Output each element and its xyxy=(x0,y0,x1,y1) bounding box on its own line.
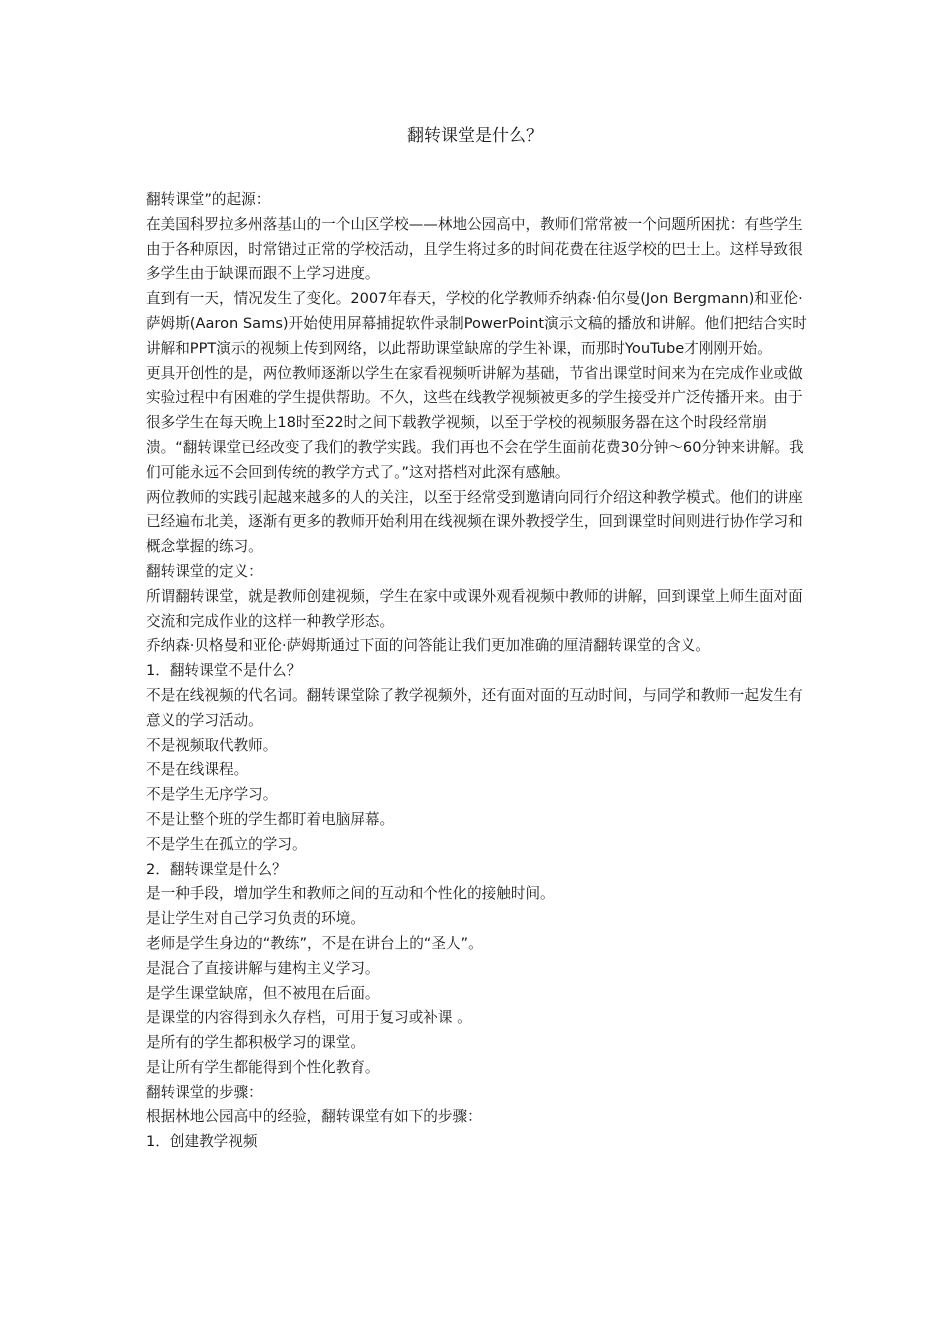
paragraph: 翻转课堂”的起源： xyxy=(146,191,271,208)
list-item: 是学生课堂缺席，但不被甩在后面。 xyxy=(146,984,380,1002)
list-item: 不是学生无序学习。 xyxy=(146,786,278,804)
list-item: 是混合了直接讲解与建构主义学习。 xyxy=(146,959,380,977)
paragraph: 直到有一天，情况发生了变化。2007年春天，学校的化学教师乔纳森·伯尔曼(Jon Bergmann)和亚伦·萨姆斯(Aaron Sams)开始使用屏幕捕捉软件录制PowerPoint演示文稿的播放和讲解。他们把结合实时讲解和PPT演示的视频上传到网络，以此帮助课堂缺席的学生补课，而那时YouTube才刚刚开始。 xyxy=(146,290,807,357)
list-heading: 1．创建教学视频 xyxy=(146,1133,258,1151)
list-item: 老师是学生身边的“教练”，不是在讲台上的“圣人”。 xyxy=(146,934,483,952)
list-item: 不是视频取代教师。 xyxy=(146,736,278,754)
list-item: 是让所有学生都能得到个性化教育。 xyxy=(146,1058,380,1076)
list-item: 是一种手段，增加学生和教师之间的互动和个性化的接触时间。 xyxy=(146,885,555,903)
list-item: 是所有的学生都积极学习的课堂。 xyxy=(146,1034,365,1052)
list-item: 是课堂的内容得到永久存档，可用于复习或补课 。 xyxy=(146,1009,472,1027)
paragraph: 乔纳森·贝格曼和亚伦·萨姆斯通过下面的问答能让我们更加准确的厘清翻转课堂的含义。 xyxy=(146,637,710,655)
paragraph: 所谓翻转课堂，就是教师创建视频，学生在家中或课外观看视频中教师的讲解，回到课堂上师生面对面交流和完成作业的这样一种教学形态。 xyxy=(146,587,803,630)
list-item: 不是让整个班的学生都盯着电脑屏幕。 xyxy=(146,810,395,828)
list-item: 不是学生在孤立的学习。 xyxy=(146,835,307,853)
paragraph: 在美国科罗拉多州落基山的一个山区学校——林地公园高中，教师们常常被一个问题所困扰：有些学生由于各种原因，时常错过正常的学校活动，且学生将过多的时间花费在往返学校的巴士上。这样导致很多学生由于缺课而跟不上学习进度。 xyxy=(146,215,803,283)
list-heading: 2．翻转课堂是什么？ xyxy=(146,860,287,878)
list-item: 不是在线课程。 xyxy=(146,761,249,779)
document-title: 翻转课堂是什么？ xyxy=(407,126,543,146)
paragraph: 更具开创性的是，两位教师逐渐以学生在家看视频听讲解为基础，节省出课堂时间来为在完成作业或做实验过程中有困难的学生提供帮助。不久，这些在线教学视频被更多的学生接受并广泛传播开来。由于很多学生在每天晚上18时至22时之间下载教学视频，以至于学校的视频服务器在这个时段经常崩溃。“翻转课堂已经改变了我们的教学实践。我们再也不会在学生面前花费30分钟～60分钟来讲解。我们可能永远不会回到传统的教学方式了。”这对搭档对此深有感触。 xyxy=(146,364,804,481)
section-heading: 翻转课堂的定义： xyxy=(146,562,263,580)
document-body xyxy=(146,188,810,1155)
paragraph: 根据林地公园高中的经验，翻转课堂有如下的步骤： xyxy=(146,1108,482,1126)
list-item: 不是在线视频的代名词。翻转课堂除了教学视频外，还有面对面的互动时间，与同学和教师一起发生有意义的学习活动。 xyxy=(146,686,803,729)
list-heading: 1．翻转课堂不是什么？ xyxy=(146,662,302,680)
paragraph: 两位教师的实践引起越来越多的人的关注，以至于经常受到邀请向同行介绍这种教学模式。他们的讲座已经遍布北美，逐渐有更多的教师开始利用在线视频在课外教授学生，回到课堂时间则进行协作学习和概念掌握的练习。 xyxy=(146,488,803,556)
section-heading: 翻转课堂的步骤： xyxy=(146,1083,263,1101)
list-item: 是让学生对自己学习负责的环境。 xyxy=(146,910,365,928)
